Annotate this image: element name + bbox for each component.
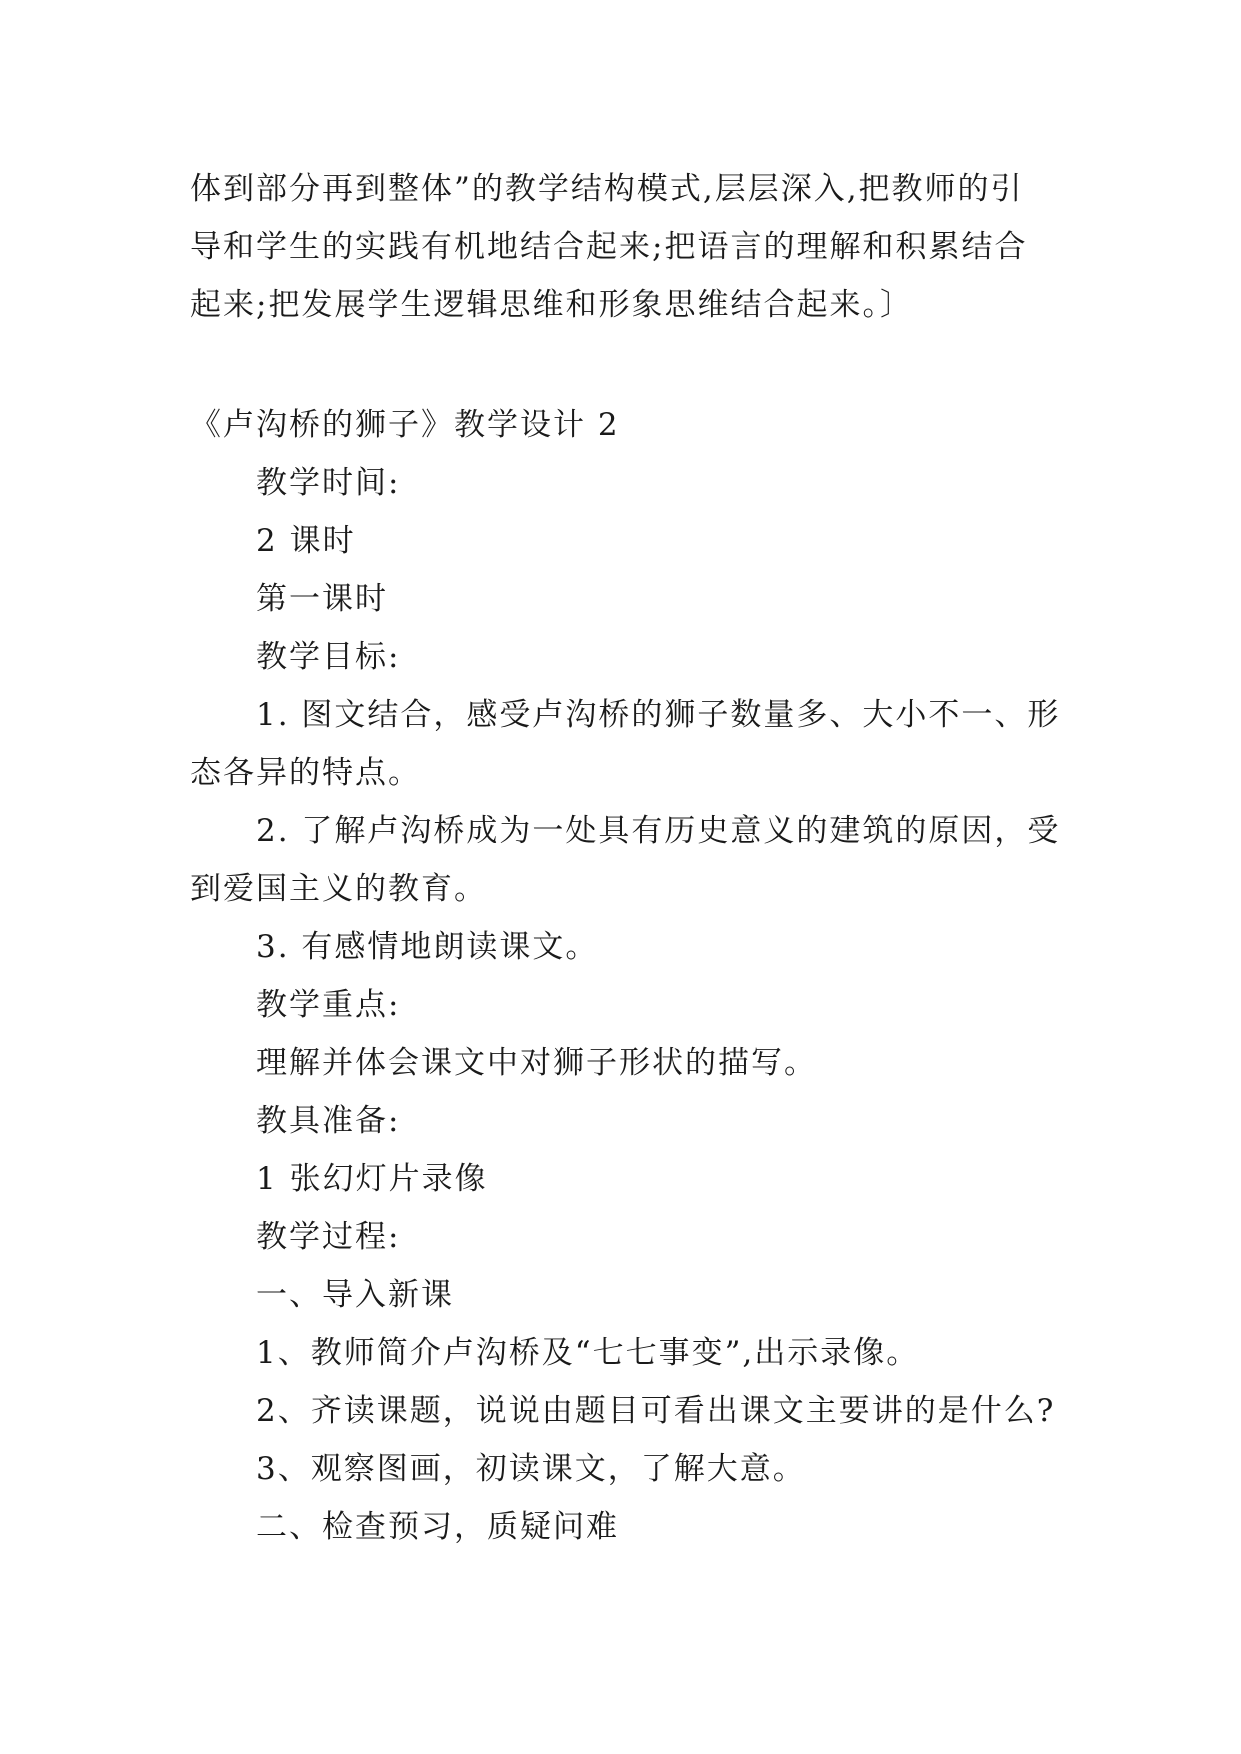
step-heading: 一、导入新课 [256,1277,454,1313]
text-line: 到爱国主义的教育。 [190,871,487,907]
text-line: 2 课时 [256,523,356,559]
text-line: 导和学生的实践有机地结合起来;把语言的理解和积累结合 [190,229,1028,265]
label-teaching-process: 教学过程: [256,1219,401,1255]
section-title: 《卢沟桥的狮子》教学设计 2 [190,407,620,443]
text-line: 起来;把发展学生逻辑思维和形象思维结合起来。〕 [190,287,913,323]
lesson-body [190,454,1060,1556]
text-line: 2、齐读课题，说说由题目可看出课文主要讲的是什么? [256,1393,1056,1429]
text-line: 态各异的特点。 [190,755,421,791]
text-line: 第一课时 [256,581,388,617]
label-teaching-time: 教学时间: [256,465,401,501]
text-line: 2. 了解卢沟桥成为一处具有历史意义的建筑的原因，受 [256,813,1061,849]
label-teaching-goals: 教学目标: [256,639,401,675]
text-line: 3、观察图画，初读课文，了解大意。 [256,1451,806,1487]
text-line: 3. 有感情地朗读课文。 [256,929,599,965]
document-page [190,160,1061,1545]
text-line: 体到部分再到整体”的教学结构模式,层层深入,把教师的引 [190,171,1024,207]
text-line: 1、教师简介卢沟桥及“七七事变”,出示录像。 [256,1335,920,1371]
label-teaching-aids: 教具准备: [256,1103,401,1139]
text-line: 1 张幻灯片录像 [256,1161,488,1197]
intro-paragraph [190,160,1060,334]
text-line: 理解并体会课文中对狮子形状的描写。 [256,1045,817,1081]
step-heading: 二、检查预习，质疑问难 [256,1509,619,1545]
text-line: 1. 图文结合，感受卢沟桥的狮子数量多、大小不一、形 [256,697,1061,733]
label-teaching-focus: 教学重点: [256,987,401,1023]
